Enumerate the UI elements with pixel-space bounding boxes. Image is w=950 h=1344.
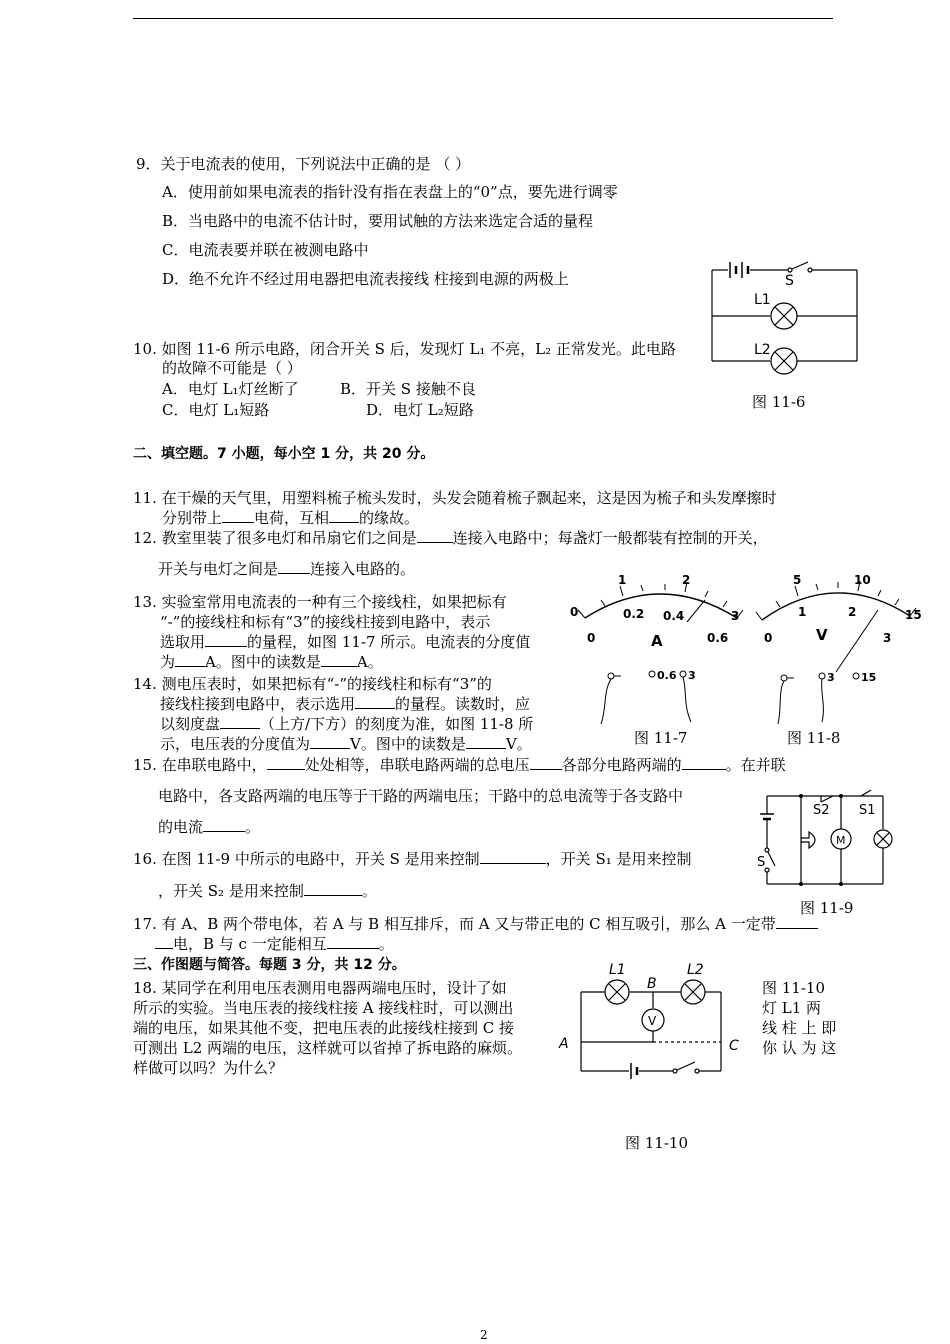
- q17-line2: [155, 934, 394, 954]
- q12-text-a: 12. 教室里装了很多电灯和吊扇它们之间是: [133, 529, 417, 547]
- fig6-lamp1-label: L1: [754, 292, 771, 308]
- q14-text-f: V。图中的读数是: [350, 735, 466, 753]
- fig7-top-tick-3: 3: [731, 609, 740, 623]
- fig8-bottom-tick-3: 3: [883, 631, 892, 645]
- q13-line3: [160, 632, 530, 652]
- header-rule: [133, 18, 833, 19]
- fig7-terminal-3: 3: [688, 669, 696, 682]
- fig7-bottom-tick-1: 0.2: [623, 607, 645, 621]
- fig10-c-label: C: [729, 1038, 739, 1054]
- fig10-meter-label: V: [648, 1014, 657, 1028]
- fig7-bottom-tick-2: 0.4: [663, 609, 685, 623]
- q16-line2: [158, 881, 377, 901]
- q14-text-e: 示，电压表的分度值为: [160, 735, 311, 753]
- fig7-top-tick-2: 2: [682, 573, 691, 587]
- q18-right-1: 图 11-10: [762, 979, 826, 997]
- fig8-caption: 图 11-8: [787, 729, 841, 747]
- figure-11-7-ammeter: [565, 572, 755, 732]
- q15-text-f: 。: [245, 818, 261, 836]
- q16-blank-2[interactable]: [304, 881, 362, 896]
- q9-option-d: D．绝不允许不经过用电器把电流表接线 柱接到电源的两极上: [162, 270, 569, 288]
- fig7-caption: 图 11-7: [634, 729, 688, 747]
- q13-text-e: A。: [356, 653, 383, 671]
- q11-blank-2[interactable]: [329, 508, 359, 523]
- q17-text-b: 电，B 与 c 一定能相互: [173, 935, 327, 953]
- q16-text-a: 16. 在图 11-9 中所示的电路中，开关 S 是用来控制: [133, 850, 480, 868]
- q15-text-c: 各部分电路两端的: [561, 756, 682, 774]
- q11-line1: 11. 在干燥的天气里，用塑料梳子梳头发时，头发会随着梳子飘起来，这是因为梳子和头发摩擦时: [133, 489, 777, 507]
- fig10-caption: 图 11-10: [625, 1134, 689, 1152]
- q10-option-c: C．电灯 L₁短路: [162, 401, 270, 419]
- section-3-heading: 三、作图题与简答。每题 3 分，共 12 分。: [133, 957, 406, 973]
- q14-text-g: V。: [505, 735, 532, 753]
- q13-text-c: 为: [160, 653, 176, 671]
- q14-blank-1[interactable]: [355, 694, 395, 709]
- figure-11-9: [755, 786, 895, 896]
- q12-blank-1[interactable]: [417, 528, 453, 543]
- q16-text-c: ，开关 S₂ 是用来控制: [158, 882, 304, 900]
- fig10-l2-label: L2: [687, 962, 704, 978]
- q15-line1: [133, 755, 786, 775]
- q11-text-a: 分别带上: [162, 509, 223, 527]
- fig8-unit: V: [816, 626, 828, 644]
- q10-line2: 的故障不可能是（ ）: [162, 359, 302, 377]
- q9-option-c: C．电流表要并联在被测电路中: [162, 241, 369, 259]
- fig7-unit: A: [651, 632, 663, 650]
- figure-11-8-voltmeter: [750, 572, 930, 732]
- q18-line5: 样做可以吗？为什么？: [133, 1059, 284, 1077]
- q15-text-e: 的电流: [158, 818, 204, 836]
- q17-text-a: 17. 有 A、B 两个带电体，若 A 与 B 相互排斥，而 A 又与带正电的 C 相互吸引，那么 A 一定带: [133, 915, 776, 933]
- q12-line2: [158, 559, 415, 579]
- figure-11-10: [555, 958, 755, 1088]
- q18-line4: 可测出 L2 两端的电压，这样就可以省掉了拆电路的麻烦。: [133, 1039, 523, 1057]
- q18-right-2: 灯 L1 两: [762, 999, 822, 1017]
- q18-right-4: 你 认 为 这: [762, 1039, 837, 1057]
- q13-blank-3[interactable]: [321, 652, 357, 667]
- q9-option-b: B．当电路中的电流不估计时，要用试触的方法来选定合适的量程: [162, 212, 594, 230]
- q12-text-b: 连接入电路中；每盏灯一般都装有控制的开关，: [452, 529, 768, 547]
- q14-blank-3[interactable]: [310, 734, 350, 749]
- q18-line3: 端的电压，如果其他不变，把电压表的此接线柱接到 C 接: [133, 1019, 515, 1037]
- q18-line2: 所示的实验。当电压表的接线柱接 A 接线柱时，可以测出: [133, 999, 514, 1017]
- q13-blank-2[interactable]: [175, 652, 205, 667]
- q16-text-d: 。: [361, 882, 377, 900]
- q15-text-a: 15. 在串联电路中，: [133, 756, 267, 774]
- fig9-caption: 图 11-9: [800, 899, 854, 917]
- q14-text-d: （上方/下方）的刻度为准，如图 11-8 所: [260, 715, 534, 733]
- q15-line3: [158, 817, 260, 837]
- q12-line1: [133, 528, 768, 548]
- fig10-b-label: B: [647, 976, 657, 992]
- fig8-top-tick-0: 0: [764, 631, 773, 645]
- fig9-switch-s: S: [757, 855, 766, 870]
- fig7-bottom-tick-0: 0: [587, 631, 596, 645]
- fig9-switch-s1: S1: [859, 803, 876, 818]
- q9-stem: 9．关于电流表的使用，下列说法中正确的是 （ ）: [136, 155, 471, 173]
- q11-text-b: 电荷，互相: [254, 509, 330, 527]
- q12-blank-2[interactable]: [278, 559, 310, 574]
- q14-blank-2[interactable]: [220, 714, 260, 729]
- q13-text-d: A。图中的读数是: [205, 653, 321, 671]
- section-2-heading: 二、填空题。7 小题，每小空 1 分，共 20 分。: [133, 446, 435, 462]
- fig7-terminal-0.6: 0.6: [657, 669, 677, 682]
- fig6-lamp2-label: L2: [754, 342, 771, 358]
- q15-line2: 电路中，各支路两端的电压等于干路的两端电压；干路中的总电流等于各支路中: [158, 787, 684, 805]
- q11-text-c: 的缘故。: [359, 509, 420, 527]
- q16-blank-1[interactable]: [480, 849, 546, 864]
- fig9-motor-label: M: [836, 834, 846, 847]
- q15-blank-3[interactable]: [682, 755, 726, 770]
- q15-blank-1[interactable]: [267, 755, 305, 770]
- q10-option-d: D．电灯 L₂短路: [366, 401, 474, 419]
- q18-right-3: 线 柱 上 即: [762, 1019, 837, 1037]
- q14-line4: [160, 734, 532, 754]
- fig10-a-label: A: [559, 1036, 569, 1052]
- fig8-top-tick-15: 15: [905, 608, 922, 622]
- fig8-terminal-15: 15: [861, 671, 877, 684]
- q15-text-b: 处处相等，串联电路两端的总电压: [304, 756, 530, 774]
- q14-text-c: 以刻度盘: [160, 715, 221, 733]
- q13-text-a: 选取用: [160, 633, 206, 651]
- q14-text-b: 的量程。读数时，应: [395, 695, 531, 713]
- q13-line1: 13. 实验室常用电流表的一种有三个接线柱，如果把标有: [133, 593, 507, 611]
- q12-text-c: 开关与电灯之间是: [158, 560, 279, 578]
- fig8-bottom-tick-1: 1: [798, 605, 807, 619]
- q16-text-b: ，开关 S₁ 是用来控制: [545, 850, 692, 868]
- fig6-switch-label: S: [785, 273, 794, 289]
- q10-option-b: B．开关 S 接触不良: [340, 380, 476, 398]
- fig10-l1-label: L1: [609, 962, 626, 978]
- q11-line2: [162, 508, 419, 528]
- q15-blank-4[interactable]: [203, 817, 245, 832]
- fig7-top-tick-1: 1: [618, 573, 627, 587]
- q13-text-b: 的量程，如图 11-7 所示。电流表的分度值: [247, 633, 531, 651]
- q14-line1: 14. 测电压表时，如果把标有“-”的接线柱和标有“3”的: [133, 675, 492, 693]
- q13-line2: “-”的接线柱和标有“3”的接线柱接到电路中，表示: [160, 613, 491, 631]
- page-number: 2: [480, 1328, 488, 1342]
- q17-blank-1b[interactable]: [155, 934, 173, 949]
- q14-line3: [160, 714, 533, 734]
- q15-blank-2[interactable]: [530, 755, 562, 770]
- q11-blank-1[interactable]: [222, 508, 254, 523]
- fig7-bottom-tick-3: 0.6: [707, 631, 729, 645]
- fig8-top-tick-5: 5: [793, 573, 802, 587]
- q12-text-d: 连接入电路的。: [310, 560, 416, 578]
- q17-blank-2[interactable]: [327, 934, 379, 949]
- q17-line1: [133, 914, 818, 934]
- fig9-switch-s2: S2: [813, 803, 830, 818]
- q18-line1: 18. 某同学在利用电压表测用电器两端电压时，设计了如: [133, 979, 507, 997]
- q9-option-a: A．使用前如果电流表的指针没有指在表盘上的“0”点，要先进行调零: [162, 183, 618, 201]
- fig8-top-tick-10: 10: [854, 573, 871, 587]
- fig8-bottom-tick-2: 2: [848, 605, 857, 619]
- q17-blank-1[interactable]: [776, 914, 818, 929]
- q14-line2: [160, 694, 530, 714]
- q14-blank-4[interactable]: [466, 734, 506, 749]
- fig6-caption: 图 11-6: [752, 393, 806, 411]
- q13-blank-1[interactable]: [205, 632, 247, 647]
- q14-text-a: 接线柱接到电路中，表示选用: [160, 695, 356, 713]
- q10-line1: 10. 如图 11-6 所示电路，闭合开关 S 后，发现灯 L₁ 不亮，L₂ 正常发光。此电路: [133, 340, 676, 358]
- q13-line4: [160, 652, 383, 672]
- q16-line1: [133, 849, 692, 869]
- fig8-terminal-3: 3: [827, 671, 835, 684]
- q15-text-d: 。在并联: [725, 756, 786, 774]
- q10-option-a: A．电灯 L₁灯丝断了: [162, 380, 299, 398]
- q17-text-c: 。: [378, 935, 394, 953]
- fig7-top-tick-0: 0: [570, 605, 579, 619]
